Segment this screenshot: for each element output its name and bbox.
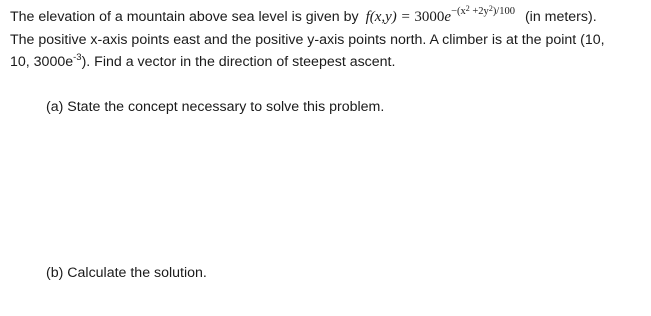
- problem-intro-text: The elevation of a mountain above sea level is given by: [10, 9, 359, 25]
- part-a-prompt: (a) State the concept necessary to solve this problem.: [46, 99, 385, 115]
- function-exponent: [451, 6, 515, 17]
- point-text-start: 10, 3000e: [10, 54, 74, 70]
- exponent-square-1: 2: [465, 4, 470, 13]
- point-exponent: -3: [73, 52, 82, 63]
- elevation-function: [365, 4, 515, 25]
- problem-line-3: [10, 51, 646, 73]
- problem-statement: [10, 6, 646, 73]
- exponent-mid: +2y: [469, 6, 489, 17]
- function-lhs: f(x,y) =: [365, 9, 415, 25]
- exponent-open: −(x: [451, 6, 466, 17]
- exponent-square-2: 2: [488, 4, 493, 13]
- problem-line-1: [10, 6, 646, 29]
- point-text-end: ). Find a vector in the direction of steepest ascent.: [81, 54, 396, 70]
- function-coefficient: 3000: [414, 9, 445, 25]
- part-b-prompt: (b) Calculate the solution.: [46, 265, 207, 281]
- units-text: (in meters).: [524, 9, 597, 25]
- function-base: e: [444, 9, 452, 25]
- problem-line-2: The positive x-axis points east and the positive y-axis points north. A climber is at the point (10,: [10, 32, 605, 48]
- exponent-close: )/100: [492, 6, 515, 17]
